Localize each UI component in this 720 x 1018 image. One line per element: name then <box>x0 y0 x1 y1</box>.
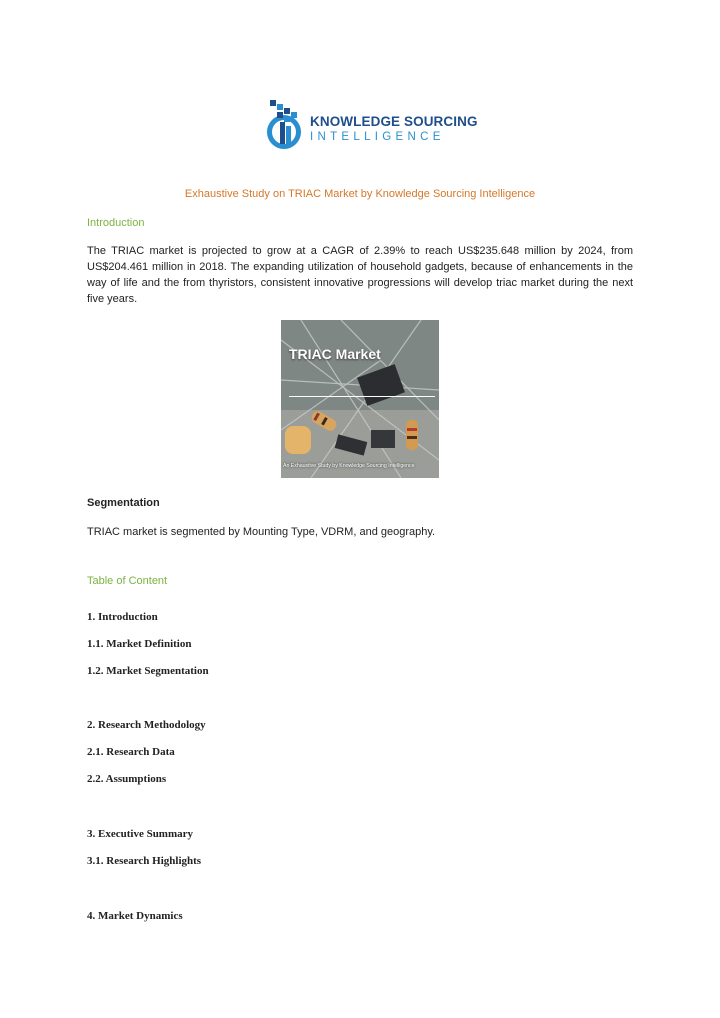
image-title: TRIAC Market <box>289 346 381 362</box>
toc-item: 1.2. Market Segmentation <box>87 665 209 677</box>
triac-market-image <box>281 320 439 478</box>
toc-item: 1.1. Market Definition <box>87 638 192 650</box>
introduction-heading: Introduction <box>87 217 145 229</box>
toc-item: 1. Introduction <box>87 611 158 623</box>
toc-heading: Table of Content <box>87 575 168 587</box>
image-caption: An Exhaustive Study by Knowledge Sourcing Intelligence <box>283 463 415 469</box>
introduction-paragraph: The TRIAC market is projected to grow at a CAGR of 2.39% to reach US$235.648 million by 2024, from US$204.461 million in 2018. The expanding utilization of household gadgets, because of enhancements in the way of life and the from thyristors, consistent innovative progressions will develop triac market during the next five years. <box>87 245 633 305</box>
segmentation-paragraph: TRIAC market is segmented by Mounting Type, VDRM, and geography. <box>87 526 436 538</box>
toc-item: 2.2. Assumptions <box>87 773 167 785</box>
toc-item: 2. Research Methodology <box>87 719 206 731</box>
document-title: Exhaustive Study on TRIAC Market by Knowledge Sourcing Intelligence <box>184 188 536 200</box>
toc-item: 3. Executive Summary <box>87 828 194 840</box>
electronic-components-illustration <box>281 320 439 478</box>
toc-item: 3.1. Research Highlights <box>87 855 202 867</box>
image-divider <box>289 396 435 397</box>
toc-item: 2.1. Research Data <box>87 746 175 758</box>
company-logo <box>262 96 478 152</box>
toc-item: 4. Market Dynamics <box>87 910 183 922</box>
logo-text-primary: KNOWLEDGE SOURCING <box>310 114 478 129</box>
logo-icon <box>262 96 306 152</box>
segmentation-heading: Segmentation <box>87 497 160 509</box>
logo-text-secondary: INTELLIGENCE <box>310 131 445 143</box>
